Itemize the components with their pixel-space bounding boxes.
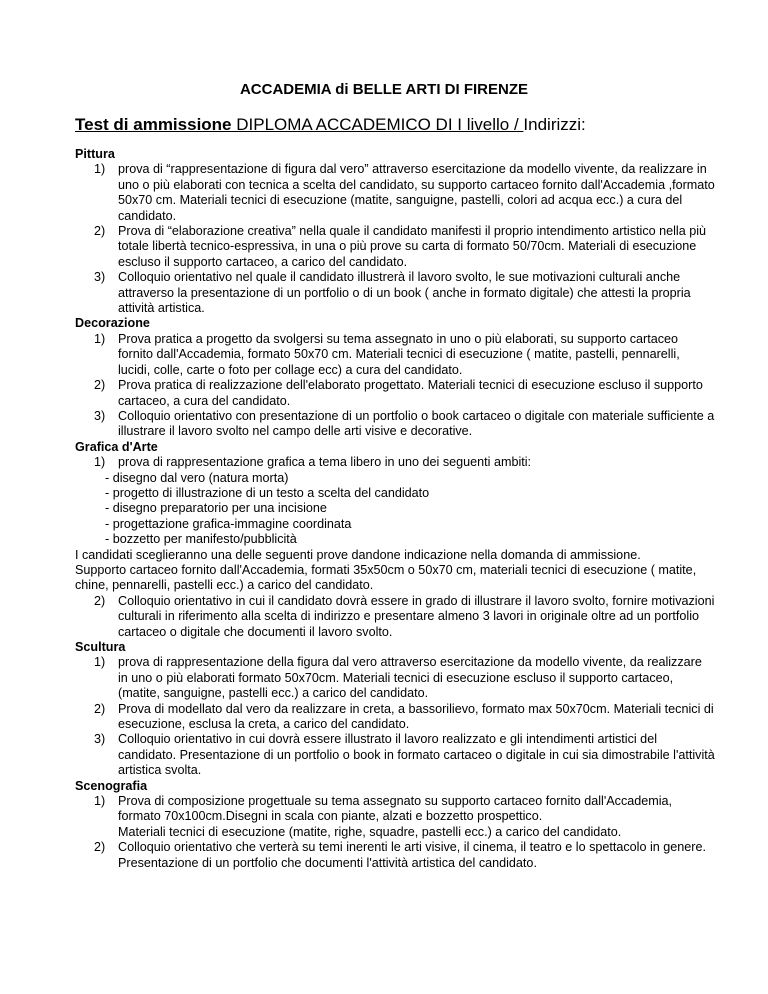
- list-item: [75, 794, 715, 825]
- list-item: [75, 702, 715, 733]
- sub-item: - disegno dal vero (natura morta): [105, 470, 289, 485]
- item-text: Colloquio orientativo in cui dovrà essere illustrato il lavoro realizzato e gli intendimenti artistici del candidato. Presentazione di un portfolio o book in formato cartaceo o digitale in cui sia dimostrabile l'attività artistica svolta.: [118, 732, 715, 778]
- list-item: [75, 455, 715, 470]
- document-title: ACCADEMIA di BELLE ARTI DI FIRENZE: [239, 81, 529, 98]
- item-number: 1): [94, 455, 106, 470]
- list-item: [75, 409, 715, 440]
- sub-item: - progetto di illustrazione di un testo a scelta del candidato: [105, 485, 430, 500]
- list-item: [75, 732, 715, 778]
- section-heading-pittura: Pittura: [75, 147, 115, 161]
- item-text: Prova pratica a progetto da svolgersi su tema assegnato in uno o più elaborati, su supporto cartaceo fornito dall'Accademia, formato 50x70 cm. Materiali tecnici di esecuzione ( matite, pastelli, pennarelli, lucidi, colle, carte o foto per collage ecc) a cura del candidato.: [118, 331, 680, 377]
- item-number: 3): [94, 408, 106, 423]
- item-number: 2): [94, 593, 106, 608]
- item-number: 2): [94, 224, 106, 239]
- list-item: [75, 594, 715, 640]
- item-text: Prova di “elaborazione creativa” nella quale il candidato manifesti il proprio intendimento artistico nella più totale libertà tecnico-espressiva, in una o più prove su carta di formato 50/70cm. Materiali di esecuzione escluso il supporto cartaceo, a carico del candidato.: [118, 224, 707, 269]
- paragraph: Supporto cartaceo fornito dall'Accademia, formati 35x50cm o 50x70 cm, materiali tecnici di esecuzione ( matite, chine, pennarelli, pastelli ecc.) a carico del candidato.: [75, 562, 697, 593]
- paragraph: I candidati sceglieranno una delle seguenti prove dandone indicazione nella domanda di ammissione.: [75, 547, 641, 562]
- item-text: Prova pratica di realizzazione dell'elaborato progettato. Materiali tecnici di esecuzione escluso il supporto cartaceo, a cura del candidato.: [118, 378, 703, 408]
- section-heading-decorazione: Decorazione: [75, 316, 150, 331]
- item-number: 1): [94, 655, 106, 670]
- item-text: prova di rappresentazione della figura dal vero attraverso esercitazione da modello vivente, da realizzare in uno o più elaborati formato 50x70cm. Materiali tecnici di esecuzione escluso il supporto cartaceo, (matite, sanguigne, pastelli ecc.) a carico del candidato.: [118, 655, 702, 701]
- item-number: 2): [94, 701, 106, 716]
- item-number: 3): [94, 270, 106, 285]
- document-subtitle: [75, 115, 586, 135]
- item-text: prova di rappresentazione grafica a tema libero in uno dei seguenti ambiti:: [118, 455, 532, 470]
- subtitle-bold: Test di ammissione: [75, 115, 232, 134]
- list-item: [75, 332, 715, 378]
- sub-item: - progettazione grafica-immagine coordinata: [105, 516, 352, 531]
- list-item: [75, 162, 715, 224]
- item-text: Colloquio orientativo in cui il candidato dovrà essere in grado di illustrare il lavoro svolto, fornire motivazioni culturali in riferimento alla scelta di indirizzo e presentare almeno 3 lavori in originale oltre ad un portfolio cartaceo o digitale che documenti il lavoro svolto.: [118, 593, 715, 639]
- item-number: 2): [94, 840, 106, 855]
- list-item: [75, 224, 715, 270]
- item-number: 3): [94, 732, 106, 747]
- item-text: Prova di modellato dal vero da realizzare in creta, a bassorilievo, formato max 50x70cm. Materiali tecnici di esecuzione, esclusa la creta, a carico del candidato.: [118, 701, 714, 732]
- item-text: Colloquio orientativo con presentazione di un portfolio o book cartaceo o digitale con materiale sufficiente a illustrare il lavoro svolto nel campo delle arti visive e decorative.: [118, 408, 715, 439]
- subtitle-underlined: DIPLOMA ACCADEMICO DI I livello /: [231, 115, 524, 134]
- subtitle-rest: Indirizzi:: [523, 115, 586, 134]
- list-item: [75, 270, 715, 316]
- item-number: 1): [94, 162, 106, 177]
- section-heading-grafica: Grafica d'Arte: [75, 439, 158, 454]
- list-item: [75, 655, 715, 701]
- item-continuation: Materiali tecnici di esecuzione (matite, righe, squadre, pastelli ecc.) a carico del candidato.: [118, 824, 622, 839]
- section-heading-scenografia: Scenografia: [75, 778, 148, 793]
- sub-item: - bozzetto per manifesto/pubblicità: [105, 532, 297, 547]
- item-number: 1): [94, 794, 106, 809]
- item-text: Prova di composizione progettuale su tema assegnato su supporto cartaceo fornito dall'Accademia, formato 70x100cm.Disegni in scala con piante, alzati e bozzetto prospettico.: [118, 794, 673, 824]
- item-text: Colloquio orientativo nel quale il candidato illustrerà il lavoro svolto, le sue motivazioni culturali anche attraverso la presentazione di un portfolio o di un book ( anche in formato digitale) che attesti la propria attività artistica.: [118, 270, 691, 316]
- sub-item: - disegno preparatorio per una incisione: [105, 501, 327, 516]
- item-text: prova di “rappresentazione di figura dal vero” attraverso esercitazione da modello vivente, da realizzare in uno o più elaborati con tecnica a scelta del candidato, su supporto cartaceo fornito dall'Accademia ,formato 50x70 cm. Materiali tecnici di esecuzione (matite, sanguigne, pastelli, colori ad acqua ecc.) a cura del candidato.: [118, 162, 715, 223]
- document-body: [75, 147, 715, 871]
- item-text: Colloquio orientativo che verterà su temi inerenti le arti visive, il cinema, il teatro e lo spettacolo in genere. Presentazione di un portfolio che documenti l'attività artistica del candidato.: [118, 840, 707, 870]
- item-number: 2): [94, 378, 106, 393]
- item-number: 1): [94, 331, 106, 346]
- list-item: [75, 840, 715, 871]
- section-heading-scultura: Scultura: [75, 640, 126, 654]
- list-item: [75, 378, 715, 409]
